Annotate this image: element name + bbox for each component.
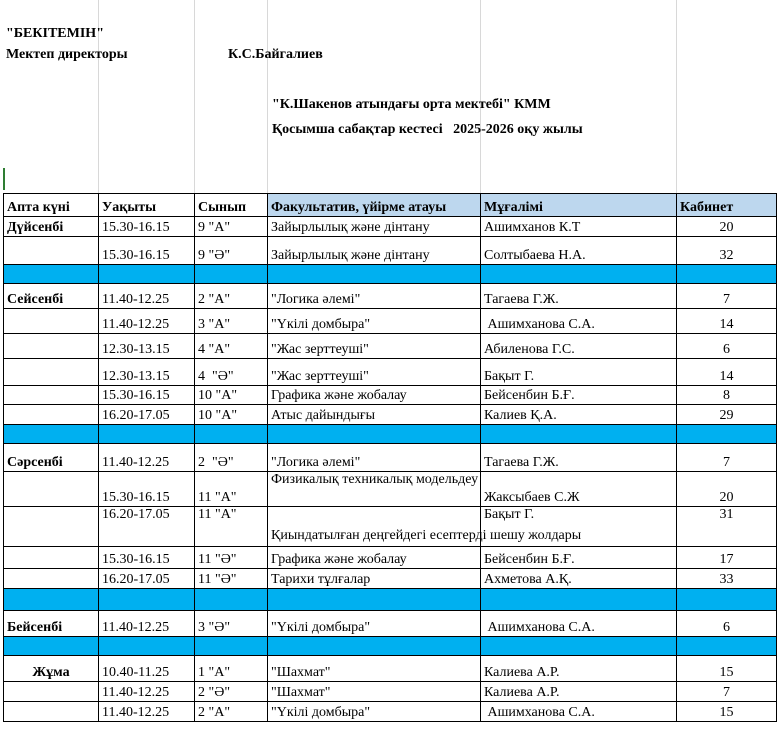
table-row [4,405,777,425]
day-cell: Бейсенбі [4,611,99,637]
time-cell: 11.40-12.25 [99,682,195,702]
teacher-cell: Тагаева Г.Ж. [481,284,677,309]
subject-cell: "Логика әлемі" [268,284,481,309]
time-cell: 15.30-16.15 [99,386,195,405]
teacher-cell: Ахметова А.Қ. [481,569,677,589]
class-cell: 11 "Ә" [195,547,268,569]
day-cell [4,682,99,702]
teacher-cell: Жаксыбаев С.Ж [481,472,677,507]
subject-cell: Зайырлылық және дінтану [268,237,481,265]
room-cell: 32 [677,237,777,265]
class-cell: 2 "Ә" [195,682,268,702]
subject-cell: "Үкілі домбыра" [268,702,481,722]
table-row [4,656,777,682]
table-row [4,472,777,507]
subject-cell: Физикалық техникалық модельдеу [268,472,481,507]
day-cell: Сәрсенбі [4,444,99,472]
column-header: Кабинет [677,194,777,217]
table-row [4,359,777,386]
room-cell: 20 [677,217,777,237]
table-row [4,309,777,334]
class-cell: 2 "А" [195,284,268,309]
class-cell: 9 "А" [195,217,268,237]
teacher-cell: Бейсенбин Б.Ғ. [481,547,677,569]
teacher-cell: Калиева А.Р. [481,656,677,682]
room-cell: 17 [677,547,777,569]
director-role: Мектеп директоры [6,47,128,62]
day-separator [4,425,777,444]
day-separator [4,589,777,611]
teacher-cell: Калиева А.Р. [481,682,677,702]
day-cell [4,386,99,405]
time-cell: 16.20-17.05 [99,569,195,589]
day-separator [4,265,777,284]
time-cell: 11.40-12.25 [99,284,195,309]
teacher-cell: Бейсенбин Б.Ғ. [481,386,677,405]
subject-cell: "Жас зерттеуші" [268,359,481,386]
room-cell: 7 [677,444,777,472]
class-cell: 4 "Ә" [195,359,268,386]
room-cell: 15 [677,702,777,722]
subject-cell: "Жас зерттеуші" [268,334,481,359]
time-cell: 12.30-13.15 [99,334,195,359]
room-cell: 14 [677,359,777,386]
gridline [676,0,677,193]
subject-cell: "Үкілі домбыра" [268,611,481,637]
teacher-cell: Бақыт Г. [481,359,677,386]
schedule-title: Қосымша сабақтар кестесі 2025-2026 оқу жылы [272,122,583,137]
teacher-cell: Калиев Қ.А. [481,405,677,425]
table-row [4,237,777,265]
table-row [4,217,777,237]
room-cell: 15 [677,656,777,682]
time-cell: 15.30-16.15 [99,237,195,265]
teacher-cell: Ашимханова С.А. [481,702,677,722]
class-cell: 3 "А" [195,309,268,334]
day-cell [4,334,99,359]
room-cell: 6 [677,611,777,637]
time-cell: 16.20-17.05 [99,405,195,425]
day-separator [4,637,777,656]
approval-label: "БЕКІТЕМІН" [6,26,104,41]
day-cell [4,547,99,569]
time-cell: 11.40-12.25 [99,309,195,334]
subject-cell: Атыс дайындығы [268,405,481,425]
time-cell: 11.40-12.25 [99,702,195,722]
class-cell: 2 "Ә" [195,444,268,472]
class-cell: 10 "А" [195,405,268,425]
subject-cell: Графика және жобалау [268,547,481,569]
room-cell: 7 [677,284,777,309]
day-cell [4,405,99,425]
class-cell: 11 "А" [195,472,268,507]
subject-cell: "Логика әлемі" [268,444,481,472]
teacher-cell: Ашимханов К.Т [481,217,677,237]
day-cell: Дүйсенбі [4,217,99,237]
selection-marker [3,168,5,190]
time-cell: 16.20-17.05 [99,507,195,547]
gridline [267,0,268,193]
class-cell: 4 "А" [195,334,268,359]
room-cell: 20 [677,472,777,507]
table-header-row [4,194,777,217]
day-cell: Сейсенбі [4,284,99,309]
class-cell: 3 "Ә" [195,611,268,637]
teacher-cell: Ашимханова С.А. [481,611,677,637]
teacher-cell: Бақыт Г. [481,507,677,547]
table-row [4,611,777,637]
day-cell [4,702,99,722]
schedule-table [3,193,777,722]
subject-cell: Тарихи тұлғалар [268,569,481,589]
day-cell [4,309,99,334]
table-row [4,284,777,309]
day-cell [4,507,99,547]
table-row [4,386,777,405]
column-header: Мұғалімі [481,194,677,217]
table-row [4,569,777,589]
time-cell: 10.40-11.25 [99,656,195,682]
subject-cell: Графика және жобалау [268,386,481,405]
subject-cell: Зайырлылық және дінтану [268,217,481,237]
teacher-cell: Ашимханова С.А. [481,309,677,334]
class-cell: 9 "Ә" [195,237,268,265]
room-cell: 7 [677,682,777,702]
day-cell [4,569,99,589]
class-cell: 11 "А" [195,507,268,547]
time-cell: 15.30-16.15 [99,217,195,237]
class-cell: 11 "Ә" [195,569,268,589]
subject-cell: "Шахмат" [268,682,481,702]
room-cell: 6 [677,334,777,359]
column-header: Факультатив, үйірме атауы [268,194,481,217]
time-cell: 12.30-13.15 [99,359,195,386]
day-cell [4,237,99,265]
table-row [4,444,777,472]
day-cell [4,359,99,386]
room-cell: 14 [677,309,777,334]
class-cell: 1 "А" [195,656,268,682]
room-cell: 31 [677,507,777,547]
room-cell: 33 [677,569,777,589]
day-cell: Жұма [4,656,99,682]
day-cell [4,472,99,507]
teacher-cell: Солтыбаева Н.А. [481,237,677,265]
subject-cell: Қиындатылған деңгейдегі есептерді шешу жолдары [268,507,481,547]
gridline [194,0,195,193]
teacher-cell: Тагаева Г.Ж. [481,444,677,472]
time-cell: 11.40-12.25 [99,611,195,637]
column-header: Апта күні [4,194,99,217]
table-row [4,682,777,702]
table-row [4,334,777,359]
teacher-cell: Абиленова Г.С. [481,334,677,359]
time-cell: 11.40-12.25 [99,444,195,472]
subject-cell: "Шахмат" [268,656,481,682]
class-cell: 2 "А" [195,702,268,722]
director-name: К.С.Байгалиев [228,47,323,62]
room-cell: 29 [677,405,777,425]
table-row [4,702,777,722]
time-cell: 15.30-16.15 [99,472,195,507]
school-name: "К.Шакенов атындағы орта мектебі" КММ [272,97,551,112]
subject-cell: "Үкілі домбыра" [268,309,481,334]
class-cell: 10 "А" [195,386,268,405]
column-header: Уақыты [99,194,195,217]
table-row [4,547,777,569]
table-row [4,507,777,547]
time-cell: 15.30-16.15 [99,547,195,569]
column-header: Сынып [195,194,268,217]
room-cell: 8 [677,386,777,405]
